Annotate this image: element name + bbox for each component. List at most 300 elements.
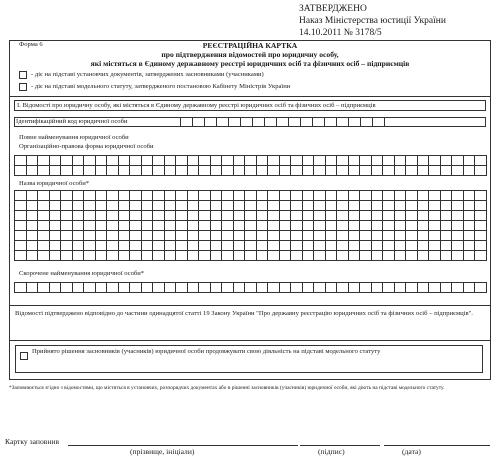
char-cell[interactable] [371, 191, 383, 201]
char-cell[interactable] [141, 221, 153, 231]
char-cell[interactable] [72, 166, 84, 176]
char-cell[interactable] [348, 191, 360, 201]
char-cell[interactable] [371, 283, 383, 293]
char-cell[interactable] [164, 231, 176, 241]
char-cell[interactable] [118, 221, 130, 231]
char-cell[interactable] [417, 191, 429, 201]
char-cell[interactable] [314, 156, 326, 166]
char-cell[interactable] [141, 201, 153, 211]
char-cell[interactable] [222, 156, 234, 166]
char-cell[interactable] [383, 241, 395, 251]
char-cell[interactable] [463, 241, 475, 251]
char-cell[interactable] [130, 251, 142, 261]
char-cell[interactable] [325, 251, 337, 261]
char-cell[interactable] [141, 231, 153, 241]
option-model-statute-checkbox[interactable] [19, 83, 27, 91]
char-cell[interactable] [371, 231, 383, 241]
char-cell[interactable] [187, 191, 199, 201]
char-cell[interactable] [279, 231, 291, 241]
char-cell[interactable] [118, 241, 130, 251]
char-cell[interactable] [440, 211, 452, 221]
char-cell[interactable] [176, 201, 188, 211]
char-cell[interactable] [187, 201, 199, 211]
char-cell[interactable] [245, 211, 257, 221]
char-cell[interactable] [452, 211, 464, 221]
char-cell[interactable] [360, 283, 372, 293]
char-cell[interactable] [475, 211, 487, 221]
char-cell[interactable] [440, 251, 452, 261]
char-cell[interactable] [429, 251, 441, 261]
char-cell[interactable] [452, 201, 464, 211]
char-cell[interactable] [429, 283, 441, 293]
char-cell[interactable] [107, 156, 119, 166]
char-cell[interactable] [84, 191, 96, 201]
char-cell[interactable] [241, 118, 253, 127]
char-cell[interactable] [256, 251, 268, 261]
char-cell[interactable] [49, 241, 61, 251]
char-cell[interactable] [38, 251, 50, 261]
char-cell[interactable] [229, 118, 241, 127]
char-cell[interactable] [360, 251, 372, 261]
char-cell[interactable] [49, 251, 61, 261]
char-cell[interactable] [49, 231, 61, 241]
char-cell[interactable] [245, 201, 257, 211]
char-cell[interactable] [26, 211, 38, 221]
char-cell[interactable] [164, 251, 176, 261]
char-cell[interactable] [176, 241, 188, 251]
char-cell[interactable] [325, 201, 337, 211]
char-cell[interactable] [475, 221, 487, 231]
char-cell[interactable] [130, 221, 142, 231]
char-cell[interactable] [417, 283, 429, 293]
char-cell[interactable] [61, 191, 73, 201]
char-cell[interactable] [141, 241, 153, 251]
char-cell[interactable] [325, 166, 337, 176]
char-cell[interactable] [107, 191, 119, 201]
char-cell[interactable] [15, 191, 27, 201]
char-cell[interactable] [429, 231, 441, 241]
char-cell[interactable] [268, 251, 280, 261]
signature-name-line[interactable] [68, 445, 298, 446]
char-cell[interactable] [84, 156, 96, 166]
char-cell[interactable] [199, 283, 211, 293]
char-cell[interactable] [452, 231, 464, 241]
char-cell[interactable] [337, 201, 349, 211]
char-cell[interactable] [417, 231, 429, 241]
char-cell[interactable] [452, 166, 464, 176]
char-cell[interactable] [141, 191, 153, 201]
char-cell[interactable] [153, 211, 165, 221]
char-cell[interactable] [210, 251, 222, 261]
char-cell[interactable] [463, 191, 475, 201]
char-cell[interactable] [130, 201, 142, 211]
char-cell[interactable] [463, 211, 475, 221]
char-cell[interactable] [153, 221, 165, 231]
char-cell[interactable] [302, 283, 314, 293]
char-cell[interactable] [406, 191, 418, 201]
char-cell[interactable] [452, 251, 464, 261]
id-code-input[interactable] [180, 117, 385, 127]
char-cell[interactable] [475, 241, 487, 251]
char-cell[interactable] [256, 241, 268, 251]
char-cell[interactable] [417, 201, 429, 211]
char-cell[interactable] [349, 118, 361, 127]
char-cell[interactable] [141, 251, 153, 261]
char-cell[interactable] [291, 241, 303, 251]
char-cell[interactable] [95, 156, 107, 166]
char-cell[interactable] [233, 156, 245, 166]
char-cell[interactable] [279, 221, 291, 231]
char-cell[interactable] [107, 166, 119, 176]
char-cell[interactable] [141, 166, 153, 176]
char-cell[interactable] [348, 241, 360, 251]
char-cell[interactable] [164, 211, 176, 221]
char-cell[interactable] [49, 191, 61, 201]
char-cell[interactable] [61, 231, 73, 241]
char-cell[interactable] [222, 191, 234, 201]
char-cell[interactable] [26, 231, 38, 241]
char-cell[interactable] [222, 231, 234, 241]
char-cell[interactable] [233, 283, 245, 293]
char-cell[interactable] [417, 211, 429, 221]
char-cell[interactable] [291, 221, 303, 231]
char-cell[interactable] [233, 241, 245, 251]
char-cell[interactable] [279, 166, 291, 176]
char-cell[interactable] [256, 201, 268, 211]
char-cell[interactable] [84, 251, 96, 261]
char-cell[interactable] [164, 156, 176, 166]
char-cell[interactable] [217, 118, 229, 127]
char-cell[interactable] [181, 118, 193, 127]
char-cell[interactable] [383, 166, 395, 176]
char-cell[interactable] [360, 241, 372, 251]
char-cell[interactable] [463, 156, 475, 166]
char-cell[interactable] [268, 156, 280, 166]
char-cell[interactable] [463, 251, 475, 261]
char-cell[interactable] [314, 241, 326, 251]
char-cell[interactable] [199, 166, 211, 176]
char-cell[interactable] [475, 231, 487, 241]
char-cell[interactable] [475, 201, 487, 211]
char-cell[interactable] [141, 283, 153, 293]
char-cell[interactable] [15, 231, 27, 241]
char-cell[interactable] [256, 231, 268, 241]
char-cell[interactable] [130, 283, 142, 293]
char-cell[interactable] [348, 201, 360, 211]
char-cell[interactable] [245, 251, 257, 261]
char-cell[interactable] [245, 156, 257, 166]
char-cell[interactable] [289, 118, 301, 127]
char-cell[interactable] [38, 156, 50, 166]
char-cell[interactable] [210, 191, 222, 201]
char-cell[interactable] [279, 156, 291, 166]
char-cell[interactable] [325, 231, 337, 241]
char-cell[interactable] [279, 191, 291, 201]
char-cell[interactable] [210, 156, 222, 166]
char-cell[interactable] [95, 201, 107, 211]
char-cell[interactable] [95, 241, 107, 251]
char-cell[interactable] [279, 283, 291, 293]
char-cell[interactable] [268, 283, 280, 293]
char-cell[interactable] [187, 221, 199, 231]
char-cell[interactable] [406, 241, 418, 251]
char-cell[interactable] [107, 231, 119, 241]
char-cell[interactable] [164, 201, 176, 211]
char-cell[interactable] [314, 283, 326, 293]
char-cell[interactable] [440, 166, 452, 176]
char-cell[interactable] [176, 251, 188, 261]
char-cell[interactable] [302, 211, 314, 221]
char-cell[interactable] [314, 201, 326, 211]
char-cell[interactable] [84, 221, 96, 231]
char-cell[interactable] [383, 221, 395, 231]
char-cell[interactable] [222, 201, 234, 211]
char-cell[interactable] [210, 241, 222, 251]
char-cell[interactable] [118, 191, 130, 201]
char-cell[interactable] [394, 241, 406, 251]
char-cell[interactable] [176, 191, 188, 201]
char-cell[interactable] [429, 241, 441, 251]
char-cell[interactable] [302, 231, 314, 241]
char-cell[interactable] [360, 166, 372, 176]
char-cell[interactable] [61, 251, 73, 261]
char-cell[interactable] [118, 211, 130, 221]
char-cell[interactable] [325, 156, 337, 166]
char-cell[interactable] [383, 191, 395, 201]
char-cell[interactable] [176, 156, 188, 166]
char-cell[interactable] [429, 166, 441, 176]
char-cell[interactable] [84, 231, 96, 241]
decision-checkbox[interactable] [20, 352, 28, 360]
char-cell[interactable] [233, 231, 245, 241]
char-cell[interactable] [360, 156, 372, 166]
char-cell[interactable] [222, 166, 234, 176]
char-cell[interactable] [118, 201, 130, 211]
char-cell[interactable] [314, 166, 326, 176]
char-cell[interactable] [95, 221, 107, 231]
char-grid[interactable] [14, 190, 487, 261]
char-cell[interactable] [222, 221, 234, 231]
char-cell[interactable] [199, 191, 211, 201]
char-cell[interactable] [337, 211, 349, 221]
char-cell[interactable] [406, 156, 418, 166]
char-cell[interactable] [256, 156, 268, 166]
char-cell[interactable] [256, 221, 268, 231]
char-cell[interactable] [107, 241, 119, 251]
char-cell[interactable] [268, 231, 280, 241]
char-cell[interactable] [256, 166, 268, 176]
char-cell[interactable] [291, 156, 303, 166]
char-cell[interactable] [429, 191, 441, 201]
char-cell[interactable] [164, 283, 176, 293]
char-cell[interactable] [360, 191, 372, 201]
org-form-grid[interactable] [14, 155, 487, 176]
char-cell[interactable] [199, 156, 211, 166]
char-cell[interactable] [360, 221, 372, 231]
char-cell[interactable] [95, 211, 107, 221]
char-cell[interactable] [15, 241, 27, 251]
char-cell[interactable] [440, 283, 452, 293]
char-cell[interactable] [337, 166, 349, 176]
char-cell[interactable] [222, 251, 234, 261]
char-cell[interactable] [15, 283, 27, 293]
char-cell[interactable] [245, 166, 257, 176]
char-cell[interactable] [314, 191, 326, 201]
char-cell[interactable] [268, 191, 280, 201]
char-cell[interactable] [268, 201, 280, 211]
char-cell[interactable] [452, 241, 464, 251]
char-cell[interactable] [302, 191, 314, 201]
char-cell[interactable] [325, 191, 337, 201]
char-cell[interactable] [394, 231, 406, 241]
char-cell[interactable] [256, 191, 268, 201]
char-cell[interactable] [268, 241, 280, 251]
char-cell[interactable] [348, 231, 360, 241]
char-cell[interactable] [337, 231, 349, 241]
char-cell[interactable] [301, 118, 313, 127]
char-cell[interactable] [337, 251, 349, 261]
char-cell[interactable] [383, 231, 395, 241]
char-cell[interactable] [463, 231, 475, 241]
char-cell[interactable] [245, 221, 257, 231]
char-cell[interactable] [452, 283, 464, 293]
char-cell[interactable] [15, 211, 27, 221]
char-cell[interactable] [394, 156, 406, 166]
char-cell[interactable] [26, 221, 38, 231]
char-cell[interactable] [337, 241, 349, 251]
char-cell[interactable] [348, 251, 360, 261]
char-cell[interactable] [291, 231, 303, 241]
char-cell[interactable] [268, 211, 280, 221]
char-cell[interactable] [95, 191, 107, 201]
char-cell[interactable] [394, 166, 406, 176]
char-cell[interactable] [84, 201, 96, 211]
char-cell[interactable] [26, 201, 38, 211]
char-cell[interactable] [210, 283, 222, 293]
signature-date-line[interactable] [384, 445, 490, 446]
option-founders-checkbox[interactable] [19, 71, 27, 79]
char-cell[interactable] [452, 156, 464, 166]
char-cell[interactable] [107, 211, 119, 221]
char-cell[interactable] [176, 231, 188, 241]
char-cell[interactable] [130, 241, 142, 251]
char-cell[interactable] [475, 251, 487, 261]
char-cell[interactable] [429, 156, 441, 166]
char-cell[interactable] [130, 156, 142, 166]
char-cell[interactable] [314, 211, 326, 221]
char-cell[interactable] [199, 241, 211, 251]
char-cell[interactable] [199, 231, 211, 241]
char-cell[interactable] [233, 166, 245, 176]
char-cell[interactable] [406, 201, 418, 211]
char-cell[interactable] [440, 241, 452, 251]
char-cell[interactable] [130, 231, 142, 241]
char-cell[interactable] [371, 211, 383, 221]
char-cell[interactable] [49, 166, 61, 176]
char-cell[interactable] [164, 241, 176, 251]
char-cell[interactable] [187, 231, 199, 241]
char-cell[interactable] [233, 211, 245, 221]
char-cell[interactable] [107, 221, 119, 231]
char-cell[interactable] [118, 156, 130, 166]
char-cell[interactable] [130, 211, 142, 221]
char-cell[interactable] [15, 201, 27, 211]
char-cell[interactable] [38, 191, 50, 201]
char-cell[interactable] [118, 283, 130, 293]
char-cell[interactable] [394, 251, 406, 261]
char-cell[interactable] [245, 231, 257, 241]
short-name-grid[interactable] [14, 282, 487, 293]
char-cell[interactable] [383, 201, 395, 211]
char-cell[interactable] [95, 283, 107, 293]
char-cell[interactable] [245, 191, 257, 201]
char-cell[interactable] [256, 283, 268, 293]
char-cell[interactable] [107, 283, 119, 293]
char-cell[interactable] [222, 211, 234, 221]
char-cell[interactable] [222, 283, 234, 293]
char-cell[interactable] [15, 166, 27, 176]
char-cell[interactable] [406, 166, 418, 176]
char-cell[interactable] [440, 231, 452, 241]
char-cell[interactable] [15, 156, 27, 166]
char-cell[interactable] [440, 221, 452, 231]
char-cell[interactable] [72, 211, 84, 221]
char-cell[interactable] [233, 221, 245, 231]
char-cell[interactable] [360, 201, 372, 211]
char-cell[interactable] [475, 166, 487, 176]
char-cell[interactable] [187, 251, 199, 261]
char-cell[interactable] [26, 251, 38, 261]
char-cell[interactable] [61, 201, 73, 211]
char-cell[interactable] [38, 211, 50, 221]
char-cell[interactable] [371, 201, 383, 211]
char-cell[interactable] [153, 251, 165, 261]
char-cell[interactable] [429, 211, 441, 221]
char-cell[interactable] [475, 191, 487, 201]
char-cell[interactable] [72, 191, 84, 201]
char-cell[interactable] [429, 201, 441, 211]
char-cell[interactable] [95, 251, 107, 261]
char-cell[interactable] [463, 283, 475, 293]
char-cell[interactable] [118, 251, 130, 261]
char-cell[interactable] [38, 283, 50, 293]
char-cell[interactable] [417, 241, 429, 251]
char-cell[interactable] [417, 166, 429, 176]
char-cell[interactable] [394, 191, 406, 201]
char-cell[interactable] [72, 283, 84, 293]
char-cell[interactable] [15, 251, 27, 261]
char-cell[interactable] [325, 221, 337, 231]
char-cell[interactable] [210, 166, 222, 176]
char-cell[interactable] [26, 156, 38, 166]
char-cell[interactable] [371, 251, 383, 261]
char-cell[interactable] [268, 221, 280, 231]
legal-name-grid[interactable] [14, 190, 487, 261]
char-cell[interactable] [417, 251, 429, 261]
char-cell[interactable] [265, 118, 277, 127]
char-cell[interactable] [348, 166, 360, 176]
char-cell[interactable] [153, 283, 165, 293]
char-cell[interactable] [313, 118, 325, 127]
char-cell[interactable] [49, 156, 61, 166]
char-grid[interactable] [14, 155, 487, 176]
char-cell[interactable] [325, 241, 337, 251]
char-cell[interactable] [199, 201, 211, 211]
char-cell[interactable] [371, 156, 383, 166]
char-cell[interactable] [302, 251, 314, 261]
char-cell[interactable] [141, 211, 153, 221]
char-cell[interactable] [371, 241, 383, 251]
